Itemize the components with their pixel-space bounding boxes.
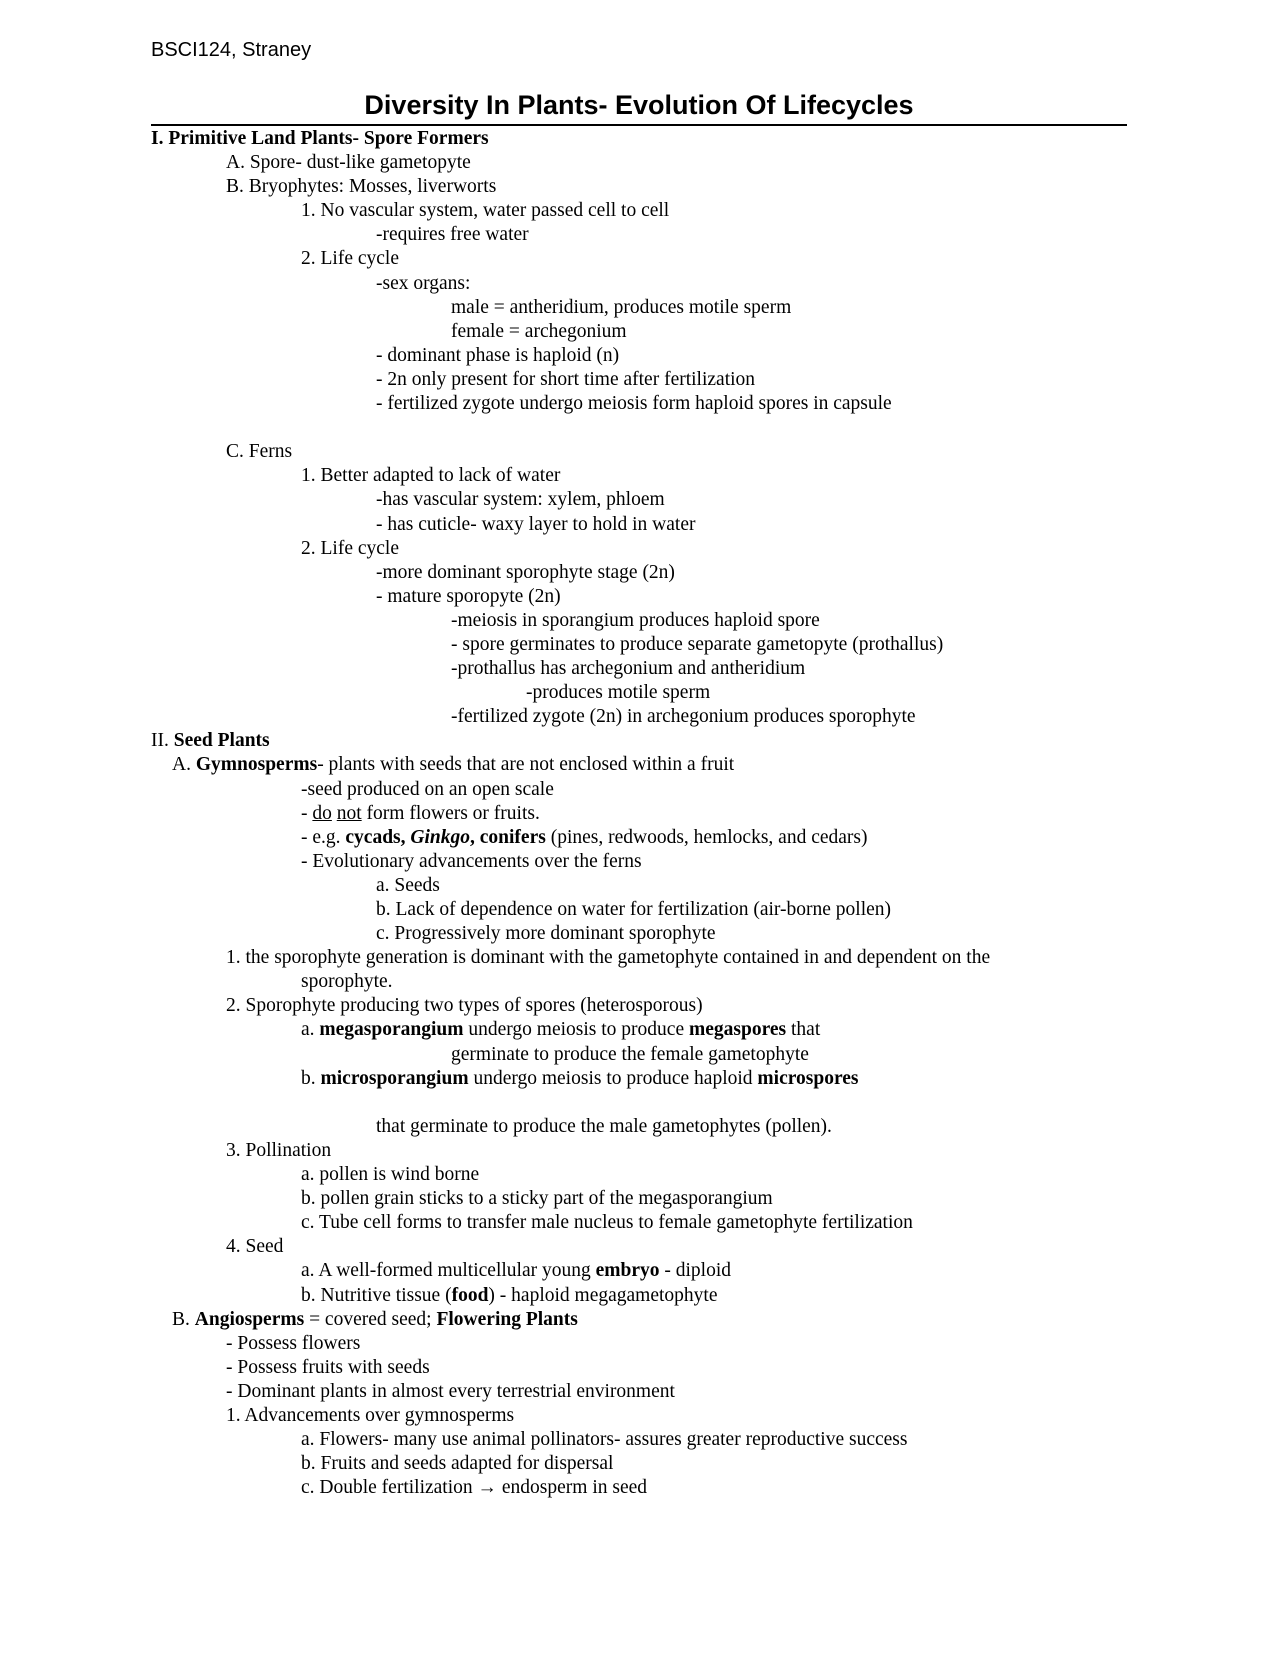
outline-item: 1. No vascular system, water passed cell to cell: [301, 200, 670, 222]
item-text: undergo meiosis to produce: [463, 1019, 689, 1041]
outline-item: [151, 802, 1181, 826]
page-header: BSCI124, Straney: [151, 39, 312, 61]
term: cycads,: [345, 826, 411, 848]
outline-item: 1. the sporophyte generation is dominant with the gametophyte contained in and dependent on the: [226, 947, 991, 969]
outline-item: [151, 826, 1181, 850]
outline-item: c. Progressively more dominant sporophyte: [376, 923, 716, 945]
outline-item: 3. Pollination: [226, 1139, 332, 1161]
outline-item: 2. Life cycle: [301, 537, 399, 559]
page-title: Diversity In Plants- Evolution Of Lifecycles: [364, 90, 914, 120]
outline-item: -sex organs:: [376, 272, 471, 294]
outline-item: -seed produced on an open scale: [301, 778, 554, 800]
outline-item: b. Fruits and seeds adapted for dispersal: [301, 1453, 614, 1475]
outline-item: c. Double fertilization → endosperm in seed: [301, 1477, 648, 1499]
item-text: - diploid: [659, 1260, 732, 1282]
item-text: that: [786, 1019, 821, 1041]
item-text: = covered seed;: [304, 1308, 437, 1330]
outline-item: -meiosis in sporangium produces haploid spore: [451, 609, 820, 631]
outline-item: [151, 1284, 1181, 1308]
item-text: form flowers or fruits.: [361, 802, 540, 824]
item-text: -: [301, 802, 313, 824]
term: microspores: [757, 1067, 859, 1089]
outline-item: b. pollen grain sticks to a sticky part of the megasporangium: [301, 1188, 773, 1210]
term: embryo: [595, 1260, 660, 1282]
item-text: - plants with seeds that are not enclosed within a fruit: [317, 754, 735, 776]
item-text: (pines, redwoods, hemlocks, and cedars): [545, 826, 868, 848]
outline-item: - dominant phase is haploid (n): [376, 344, 620, 366]
item-text: a. A well-formed multicellular young: [301, 1260, 596, 1282]
outline-item: sporophyte.: [301, 971, 393, 993]
outline-item: C. Ferns: [226, 441, 293, 463]
item-label: B.: [172, 1308, 195, 1330]
outline-item: male = antheridium, produces motile sperm: [451, 296, 792, 318]
outline-item: c. Tube cell forms to transfer male nucleus to female gametophyte fertilization: [301, 1212, 913, 1234]
outline-item: -prothallus has archegonium and antheridium: [451, 658, 806, 680]
outline-item: 2. Sporophyte producing two types of spores (heterosporous): [226, 995, 703, 1017]
outline-item: - Possess flowers: [226, 1332, 361, 1354]
outline-item: [151, 753, 1181, 777]
item-label: A.: [172, 754, 196, 776]
term: Gymnosperms: [195, 754, 318, 776]
outline-item: - has cuticle- waxy layer to hold in water: [376, 513, 696, 535]
heading-text: Seed Plants: [173, 730, 270, 752]
outline-item: - 2n only present for short time after fertilization: [376, 368, 756, 390]
blank-line: [151, 416, 1181, 440]
section-heading: I. Primitive Land Plants- Spore Formers: [151, 128, 489, 149]
section-heading: [151, 729, 1181, 753]
outline-item: - fertilized zygote undergo meiosis form haploid spores in capsule: [376, 393, 892, 415]
outline-item: a. pollen is wind borne: [301, 1164, 480, 1186]
outline-item: female = archegonium: [451, 320, 627, 342]
item-text: - e.g.: [301, 826, 346, 848]
outline-item: -has vascular system: xylem, phloem: [376, 489, 665, 511]
outline-item: a. Seeds: [376, 874, 440, 896]
item-label: b.: [301, 1067, 321, 1089]
outline-item: 1. Better adapted to lack of water: [301, 465, 561, 487]
outline-item: [151, 1018, 1181, 1042]
term: Ginkgo: [410, 826, 471, 848]
outline-item: - Evolutionary advancements over the ferns: [301, 850, 642, 872]
term: megaspores: [688, 1019, 787, 1041]
outline-item: -requires free water: [376, 224, 529, 246]
outline-item: that germinate to produce the male gametophytes (pollen).: [376, 1115, 832, 1137]
outline-item: -more dominant sporophyte stage (2n): [376, 561, 675, 583]
underlined-word: do: [312, 802, 332, 824]
item-label: a.: [301, 1019, 320, 1041]
item-text: b. Nutritive tissue (: [301, 1284, 452, 1306]
blank-line: [151, 1091, 1181, 1115]
underlined-word: not: [336, 802, 362, 824]
term: microsporangium: [320, 1067, 469, 1089]
outline-item: [151, 1308, 1181, 1332]
outline-item: 1. Advancements over gymnosperms: [226, 1404, 515, 1426]
outline-item: a. Flowers- many use animal pollinators- assures greater reproductive success: [301, 1429, 908, 1451]
outline-item: [151, 1259, 1181, 1283]
outline-item: b. Lack of dependence on water for fertilization (air-borne pollen): [376, 899, 892, 920]
term: , conifers: [470, 826, 546, 848]
outline-item: A. Spore- dust-like gametopyte: [226, 152, 471, 174]
heading-number: II.: [151, 730, 174, 752]
term: megasporangium: [319, 1019, 464, 1041]
outline-item: 2. Life cycle: [301, 248, 399, 270]
outline-item: - Dominant plants in almost every terrestrial environment: [226, 1380, 675, 1402]
term: Flowering Plants: [436, 1308, 578, 1330]
outline-item: [151, 1067, 1181, 1091]
outline-item: germinate to produce the female gametophyte: [451, 1043, 809, 1065]
lecture-outline: [151, 127, 1181, 1500]
outline-item: -fertilized zygote (2n) in archegonium produces sporophyte: [451, 706, 916, 728]
outline-item: -produces motile sperm: [526, 682, 711, 704]
outline-item: - Possess fruits with seeds: [226, 1356, 430, 1378]
outline-item: - spore germinates to produce separate gametopyte (prothallus): [451, 633, 944, 655]
outline-item: - mature sporopyte (2n): [376, 585, 561, 607]
term: food: [451, 1284, 489, 1306]
outline-item: 4. Seed: [226, 1236, 284, 1258]
outline-item: B. Bryophytes: Mosses, liverworts: [226, 176, 497, 198]
item-text: undergo meiosis to produce haploid: [468, 1067, 758, 1089]
title-underline: [151, 124, 1127, 126]
item-text: ) - haploid megagametophyte: [488, 1284, 718, 1306]
term: Angiosperms: [194, 1308, 305, 1330]
